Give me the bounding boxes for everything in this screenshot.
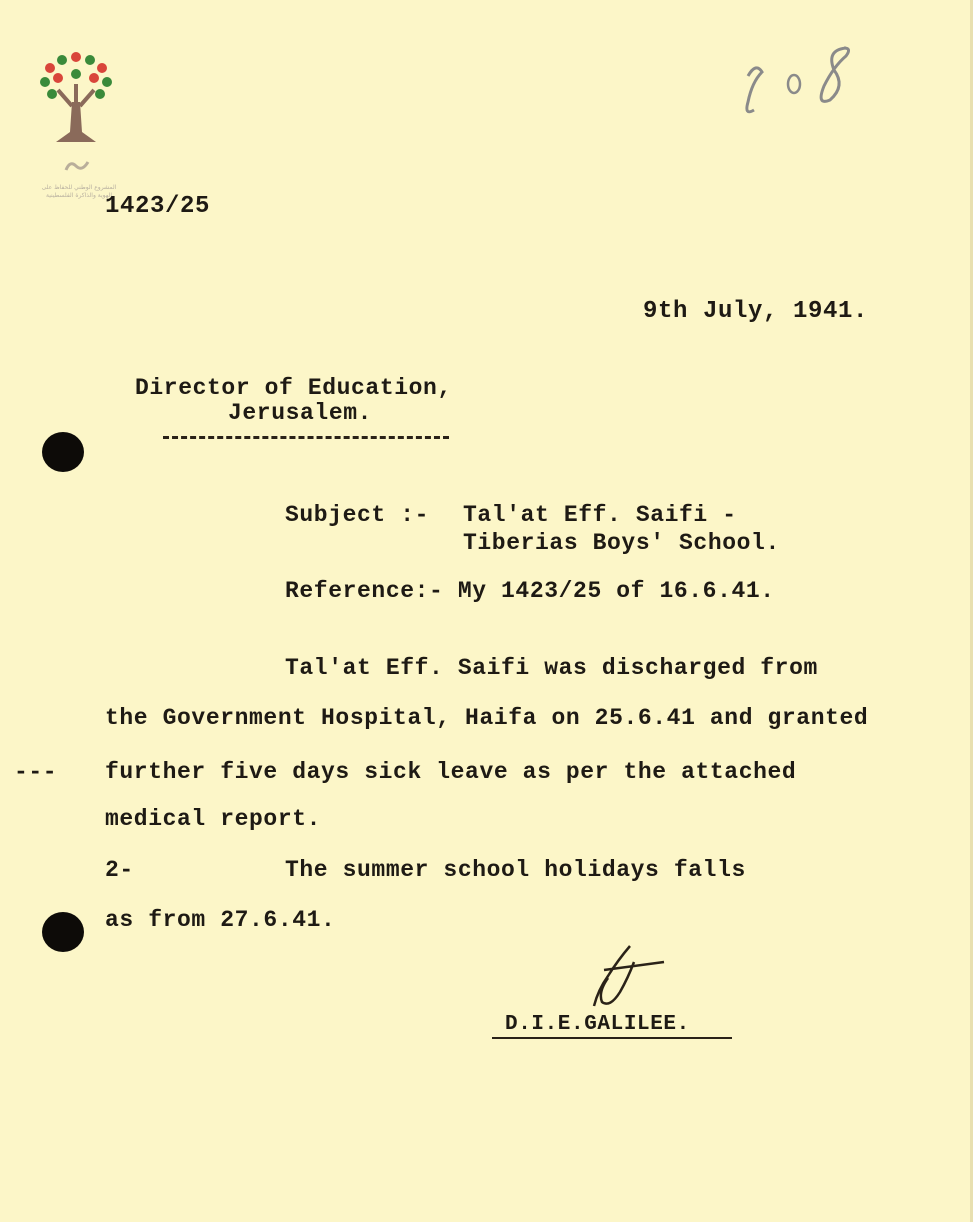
paragraph-number: 2- (105, 857, 134, 883)
subject-label: Subject :- (285, 502, 430, 528)
logo-caption: المشروع الوطني للحفاظ على الهوية والذاكرة الفلسطينية (41, 184, 117, 199)
letter-date: 9th July, 1941. (643, 298, 869, 325)
file-reference: 1423/25 (105, 193, 211, 220)
punch-hole (42, 432, 84, 472)
addressee-rule (163, 436, 449, 439)
body-line: The summer school holidays falls (285, 857, 746, 883)
margin-mark: --- (14, 759, 58, 785)
addressee-line-1: Director of Education, (135, 375, 452, 401)
subject-line-1: Tal'at Eff. Saifi - (463, 502, 737, 528)
addressee-line-2: Jerusalem. (228, 400, 373, 426)
subject-line-2: Tiberias Boys' School. (463, 530, 780, 556)
archive-tree-logo (36, 50, 116, 200)
body-line: further five days sick leave as per the attached (105, 759, 797, 785)
body-line: Tal'at Eff. Saifi was discharged from (285, 655, 818, 681)
punch-hole (42, 912, 84, 952)
handwritten-signature (578, 938, 678, 1016)
signatory-name: D.I.E.GALILEE. (505, 1013, 690, 1036)
body-line: as from 27.6.41. (105, 907, 336, 933)
signature-underline (492, 1037, 732, 1039)
body-line: medical report. (105, 806, 322, 832)
handwritten-folio-number (734, 36, 874, 126)
body-line: the Government Hospital, Haifa on 25.6.41 and granted (105, 705, 869, 731)
reference-line: Reference:- My 1423/25 of 16.6.41. (285, 578, 775, 604)
